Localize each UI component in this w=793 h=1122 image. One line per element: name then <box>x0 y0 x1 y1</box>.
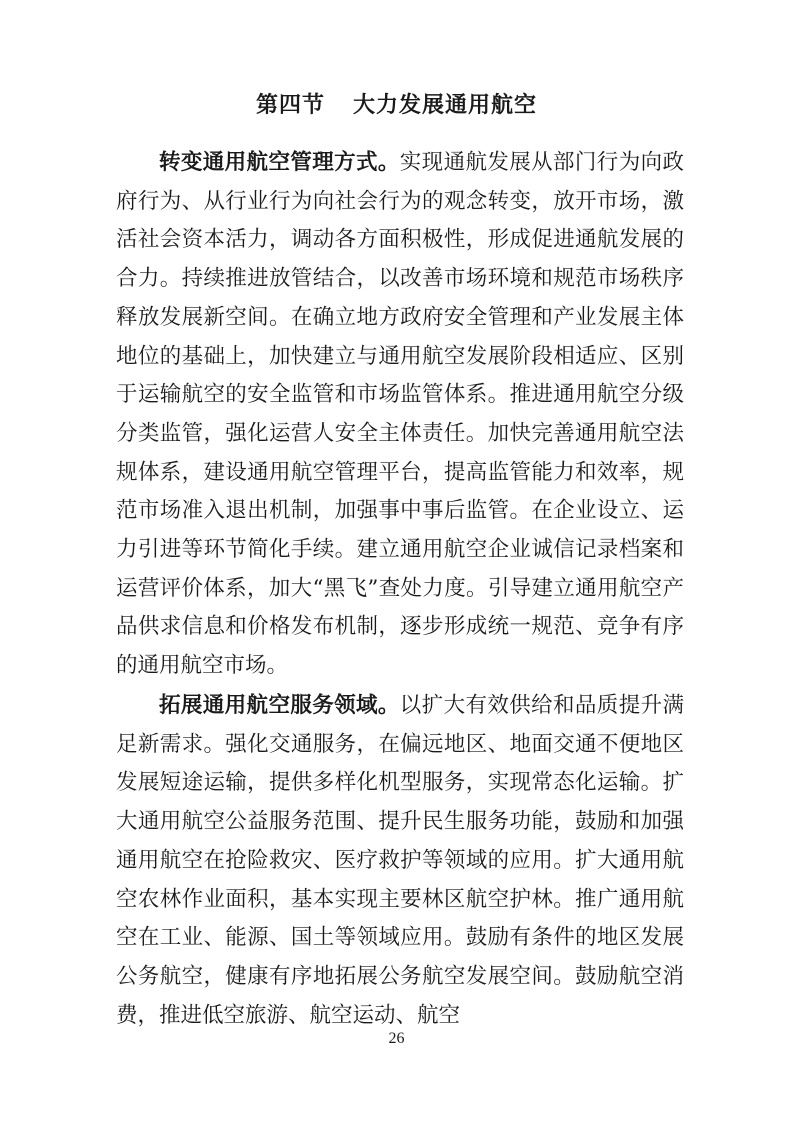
paragraph-text: 以扩大有效供给和品质提升满足新需求。强化交通服务，在偏远地区、地面交通不便地区发展短途运输，提供多样化机型服务，实现常态化运输。扩大通用航空公益服务范围、提升民生服务功能，鼓励和加强通用航空在抢险救灾、医疗救护等领域的应用。扩大通用航空农林作业面积，基本实现主要林区航空护林。推广通用航空在工业、能源、国土等领域应用。鼓励有条件的地区发展公务航空，健康有序地拓展公务航空发展空间。鼓励航空消费，推进低空旅游、航空运动、航空 <box>116 693 684 1028</box>
section-title: 大力发展通用航空 <box>353 93 538 118</box>
paragraph-lead: 转变通用航空管理方式。 <box>159 150 400 175</box>
paragraph-lead: 拓展通用航空服务领域。 <box>159 693 400 718</box>
paragraph-service-expansion <box>116 687 684 1035</box>
section-number: 第四节 <box>255 93 325 118</box>
page-number: 26 <box>388 1030 405 1047</box>
paragraph-text: 实现通航发展从部门行为向政府行为、从行业行为向社会行为的观念转变，放开市场，激活社会资本活力，调动各方面积极性，形成促进通航发展的合力。持续推进放管结合，以改善市场环境和规范市场秩序释放发展新空间。在确立地方政府安全管理和产业发展主体地位的基础上，加快建立与通用航空发展阶段相适应、区别于运输航空的安全监管和市场监管体系。推进通用航空分级分类监管，强化运营人安全主体责任。加快完善通用航空法规体系，建设通用航空管理平台，提高监管能力和效率，规范市场准入退出机制，加强事中事后监管。在企业设立、运力引进等环节简化手续。建立通用航空企业诚信记录档案和运营评价体系，加大“黑飞”查处力度。引导建立通用航空产品供求信息和价格发布机制，逐步形成统一规范、竞争有序的通用航空市场。 <box>116 150 684 679</box>
paragraph-management-reform <box>116 144 684 686</box>
section-heading <box>0 88 793 119</box>
